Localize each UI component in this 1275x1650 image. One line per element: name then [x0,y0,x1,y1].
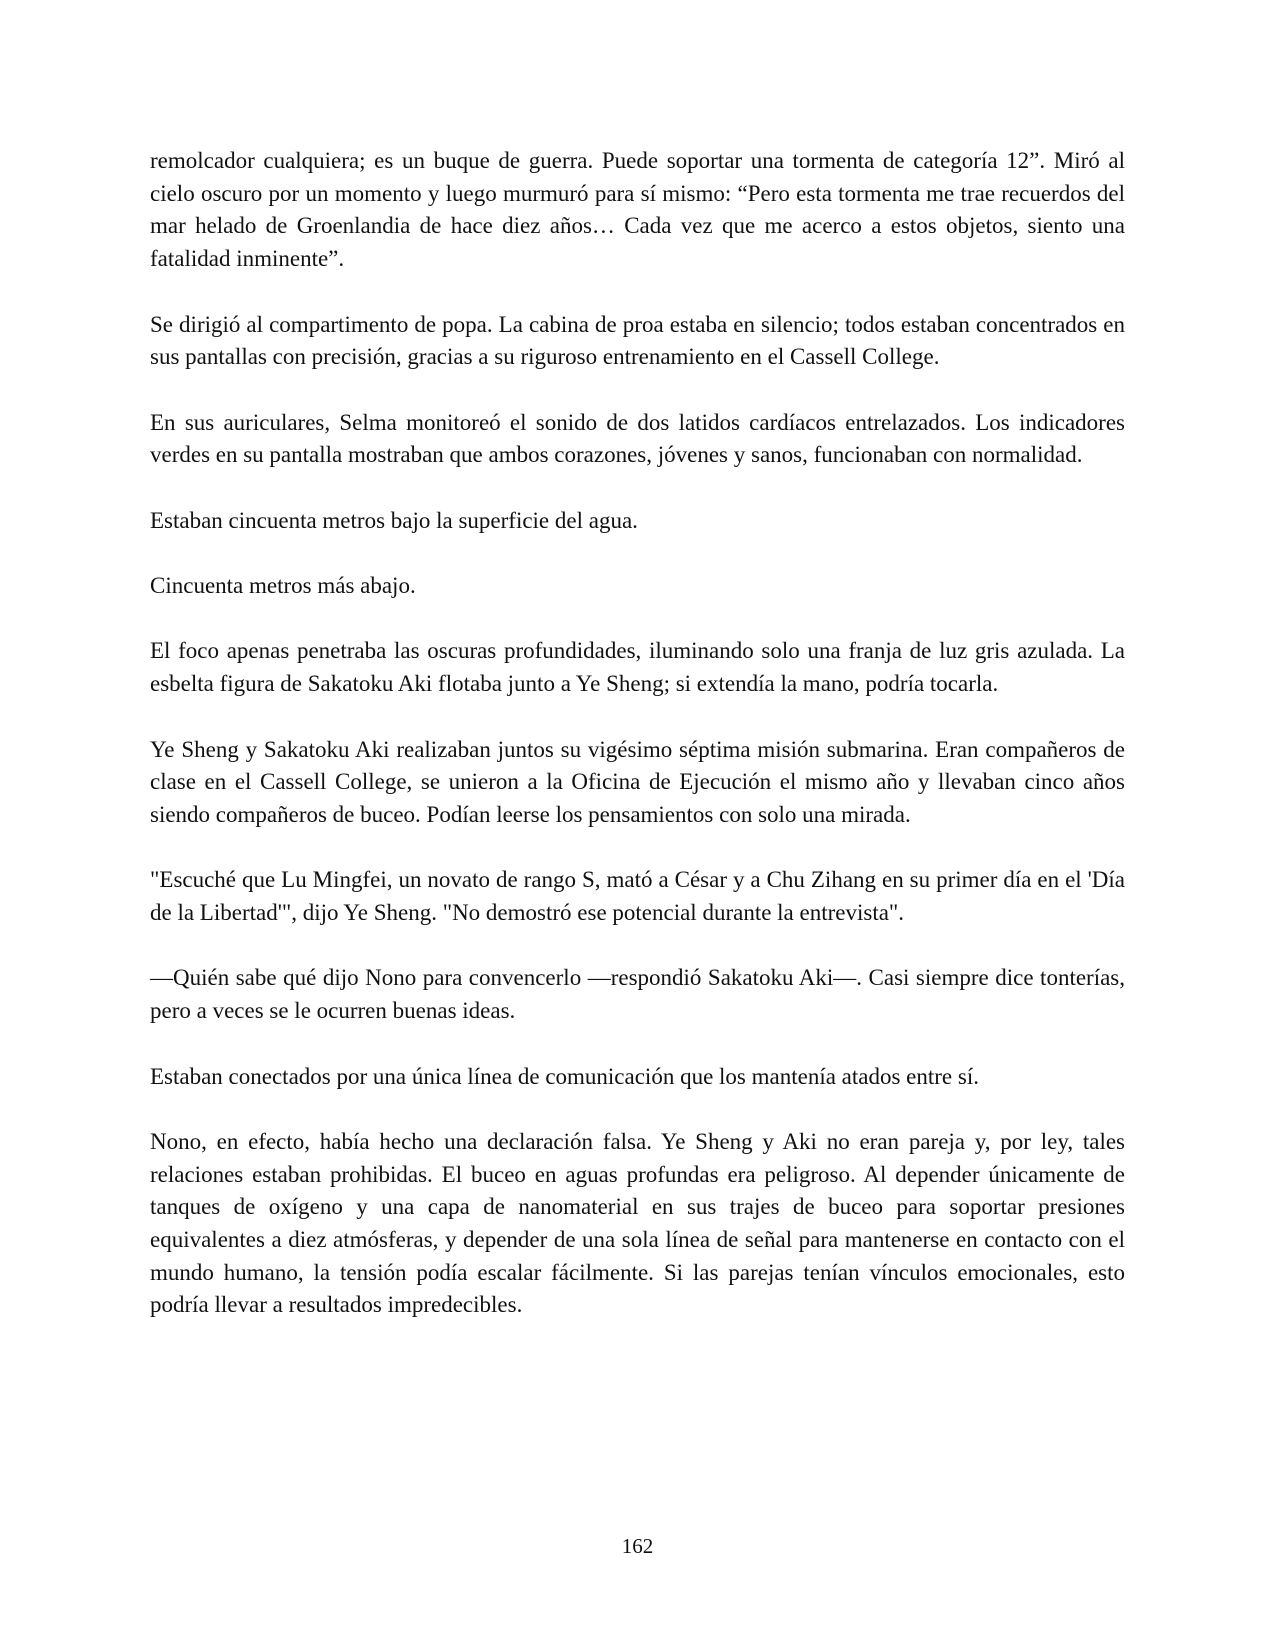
paragraph: Estaban conectados por una única línea de comunicación que los mantenía atados entre sí. [150,1063,979,1089]
page-number: 162 [621,1534,654,1558]
paragraph: En sus auriculares, Selma monitoreó el sonido de dos latidos cardíacos entrelazados. Los indicadores verdes en su pantalla mostraban que ambos corazones, jóvenes y sanos, funcionaban con normalidad. [150,409,1125,468]
paragraph: El foco apenas penetraba las oscuras profundidades, iluminando solo una franja de luz gris azulada. La esbelta figura de Sakatoku Aki flotaba junto a Ye Sheng; si extendía la mano, podría tocarla. [150,638,1125,697]
page-body-text [150,145,1125,1355]
paragraph: Nono, en efecto, había hecho una declaración falsa. Ye Sheng y Aki no eran pareja y, por ley, tales relaciones estaban prohibidas. El buceo en aguas profundas era peligroso. Al depender únicamente de tanques de oxígeno y una capa de nanomaterial en sus trajes de buceo para soportar presiones equivalentes a diez atmósferas, y depender de una sola línea de señal para mantenerse en contacto con el mundo humano, la tensión podía escalar fácilmente. Si las parejas tenían vínculos emocionales, esto podría llevar a resultados impredecibles. [150,1128,1125,1318]
paragraph: Estaban cincuenta metros bajo la superficie del agua. [150,507,638,533]
paragraph: Cincuenta metros más abajo. [150,573,416,599]
paragraph: —Quién sabe qué dijo Nono para convencerlo —respondió Sakatoku Aki—. Casi siempre dice tonterías, pero a veces se le ocurren buenas ideas. [150,965,1125,1024]
paragraph: remolcador cualquiera; es un buque de guerra. Puede soportar una tormenta de categoría 12”. Miró al cielo oscuro por un momento y luego murmuró para sí mismo: “Pero esta tormenta me trae recuerdos del mar helado de Groenlandia de hace diez años… Cada vez que me acerco a estos objetos, siento una fatalidad inminente”. [150,148,1125,272]
paragraph: "Escuché que Lu Mingfei, un novato de rango S, mató a César y a Chu Zihang en su primer día en el 'Día de la Libertad'", dijo Ye Sheng. "No demostró ese potencial durante la entrevista". [150,867,1125,926]
paragraph: Se dirigió al compartimento de popa. La cabina de proa estaba en silencio; todos estaban concentrados en sus pantallas con precisión, gracias a su riguroso entrenamiento en el Cassell College. [150,311,1125,370]
paragraph: Ye Sheng y Sakatoku Aki realizaban juntos su vigésimo séptima misión submarina. Eran compañeros de clase en el Cassell College, se unieron a la Oficina de Ejecución el mismo año y llevaban cinco años siendo compañeros de buceo. Podían leerse los pensamientos con solo una mirada. [150,736,1125,827]
